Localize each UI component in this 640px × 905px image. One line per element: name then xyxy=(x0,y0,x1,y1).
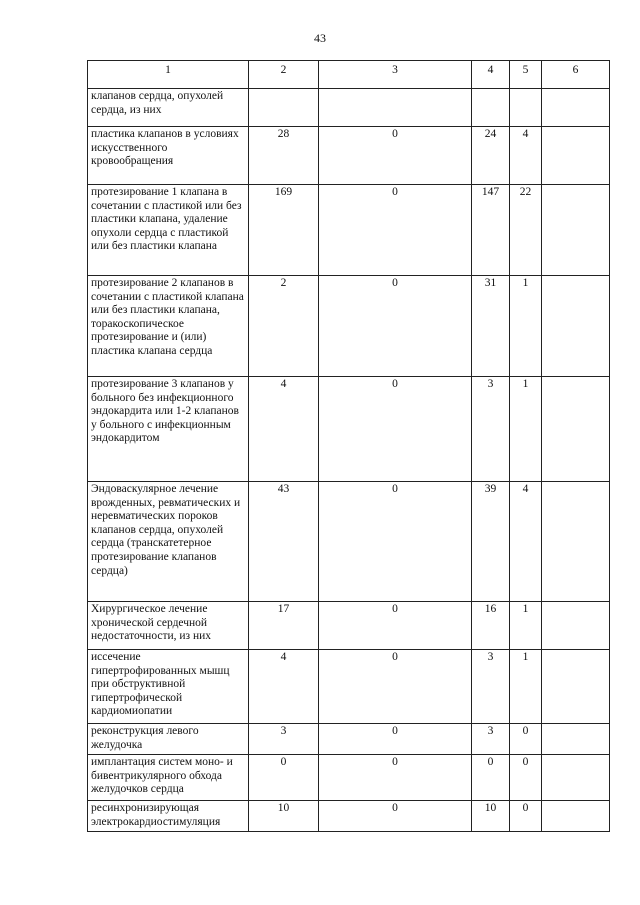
row-value-cell xyxy=(472,89,510,127)
row-value-cell: 2 xyxy=(249,276,319,377)
row-value-cell: 3 xyxy=(472,650,510,724)
row-value-cell: 31 xyxy=(472,276,510,377)
row-value-cell xyxy=(510,89,542,127)
column-header: 1 xyxy=(88,61,249,89)
row-value-cell xyxy=(542,755,610,801)
row-value-cell: 3 xyxy=(472,724,510,755)
row-name-cell: протезирование 2 клапанов в сочетании с пластикой клапана или без пластики клапана, торакоскопическое протезирование и (или) пластика клапана сердца xyxy=(88,276,249,377)
row-value-cell xyxy=(542,276,610,377)
row-value-cell: 147 xyxy=(472,185,510,276)
row-value-cell: 0 xyxy=(510,755,542,801)
row-value-cell xyxy=(542,724,610,755)
row-value-cell xyxy=(249,89,319,127)
data-table xyxy=(87,60,610,832)
row-value-cell: 4 xyxy=(510,127,542,185)
row-value-cell: 0 xyxy=(319,724,472,755)
table-row xyxy=(88,185,610,276)
row-value-cell: 0 xyxy=(319,801,472,832)
table-row xyxy=(88,755,610,801)
row-value-cell: 16 xyxy=(472,602,510,650)
row-value-cell: 0 xyxy=(319,602,472,650)
row-value-cell: 24 xyxy=(472,127,510,185)
row-value-cell: 0 xyxy=(472,755,510,801)
row-value-cell: 3 xyxy=(472,377,510,482)
row-value-cell: 4 xyxy=(249,650,319,724)
row-value-cell xyxy=(542,377,610,482)
row-name-cell: Хирургическое лечение хронической сердечной недостаточности, из них xyxy=(88,602,249,650)
table-row xyxy=(88,89,610,127)
row-name-cell: протезирование 3 клапанов у больного без инфекционного эндокардита или 1-2 клапанов у больного с инфекционным эндокардитом xyxy=(88,377,249,482)
row-name-cell: клапанов сердца, опухолей сердца, из них xyxy=(88,89,249,127)
row-name-cell: пластика клапанов в условиях искусственного кровообращения xyxy=(88,127,249,185)
row-value-cell: 0 xyxy=(319,482,472,602)
row-value-cell: 169 xyxy=(249,185,319,276)
row-value-cell: 1 xyxy=(510,650,542,724)
row-name-cell: протезирование 1 клапана в сочетании с пластикой или без пластики клапана, удаление опухоли сердца с пластикой или без пластики клапана xyxy=(88,185,249,276)
row-value-cell: 22 xyxy=(510,185,542,276)
row-value-cell xyxy=(542,89,610,127)
page-number: 43 xyxy=(314,31,326,45)
row-name-cell: иссечение гипертрофированных мышц при обструктивной гипертрофической кардиомиопатии xyxy=(88,650,249,724)
row-value-cell: 1 xyxy=(510,377,542,482)
row-value-cell: 28 xyxy=(249,127,319,185)
row-value-cell: 0 xyxy=(510,801,542,832)
row-value-cell: 4 xyxy=(249,377,319,482)
row-value-cell: 17 xyxy=(249,602,319,650)
row-value-cell: 0 xyxy=(249,755,319,801)
row-value-cell xyxy=(542,650,610,724)
row-value-cell: 10 xyxy=(249,801,319,832)
row-value-cell: 0 xyxy=(319,185,472,276)
column-header: 3 xyxy=(319,61,472,89)
row-value-cell xyxy=(542,185,610,276)
table-row xyxy=(88,724,610,755)
row-value-cell: 4 xyxy=(510,482,542,602)
table-row xyxy=(88,482,610,602)
table-row xyxy=(88,127,610,185)
header-row xyxy=(88,61,610,89)
row-value-cell: 1 xyxy=(510,276,542,377)
row-value-cell xyxy=(542,482,610,602)
row-name-cell: имплантация систем моно- и бивентрикулярного обхода желудочков сердца xyxy=(88,755,249,801)
row-value-cell: 3 xyxy=(249,724,319,755)
row-value-cell: 0 xyxy=(319,127,472,185)
row-value-cell xyxy=(319,89,472,127)
row-name-cell: Эндоваскулярное лечение врожденных, ревматических и неревматических пороков клапанов сердца, опухолей сердца (транскатетерное протезирование клапанов сердца) xyxy=(88,482,249,602)
row-value-cell: 0 xyxy=(510,724,542,755)
row-name-cell: ресинхронизирующая электрокардиостимуляция xyxy=(88,801,249,832)
column-header: 5 xyxy=(510,61,542,89)
row-name-cell: реконструкция левого желудочка xyxy=(88,724,249,755)
column-header: 2 xyxy=(249,61,319,89)
row-value-cell: 0 xyxy=(319,755,472,801)
row-value-cell: 43 xyxy=(249,482,319,602)
row-value-cell: 1 xyxy=(510,602,542,650)
row-value-cell xyxy=(542,127,610,185)
row-value-cell: 0 xyxy=(319,276,472,377)
row-value-cell: 0 xyxy=(319,377,472,482)
row-value-cell: 10 xyxy=(472,801,510,832)
table-row xyxy=(88,377,610,482)
table-row xyxy=(88,276,610,377)
column-header: 4 xyxy=(472,61,510,89)
row-value-cell xyxy=(542,602,610,650)
row-value-cell xyxy=(542,801,610,832)
row-value-cell: 39 xyxy=(472,482,510,602)
table-row xyxy=(88,650,610,724)
column-header: 6 xyxy=(542,61,610,89)
table-row xyxy=(88,602,610,650)
row-value-cell: 0 xyxy=(319,650,472,724)
table-row xyxy=(88,801,610,832)
